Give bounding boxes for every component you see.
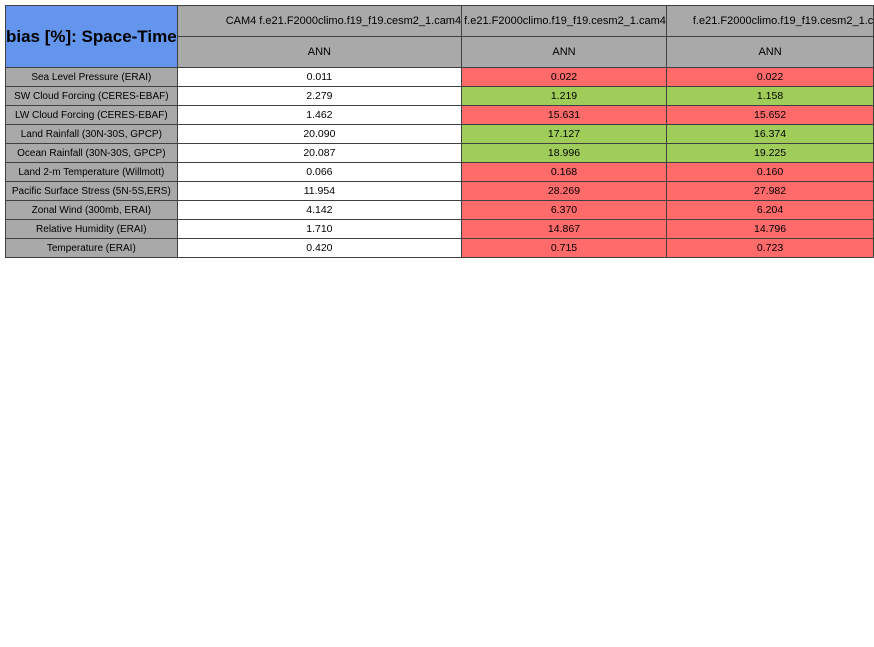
table-row <box>6 201 874 220</box>
row-label: SW Cloud Forcing (CERES-EBAF) <box>6 87 178 106</box>
table-row <box>6 239 874 258</box>
value-cell: 0.066 <box>177 163 461 182</box>
row-label: Relative Humidity (ERAI) <box>6 220 178 239</box>
row-label: Land 2-m Temperature (Willmott) <box>6 163 178 182</box>
row-label: LW Cloud Forcing (CERES-EBAF) <box>6 106 178 125</box>
value-cell: 0.723 <box>666 239 873 258</box>
value-cell: 1.158 <box>666 87 873 106</box>
bias-table <box>5 5 874 258</box>
table-row <box>6 125 874 144</box>
value-cell: 15.631 <box>462 106 667 125</box>
value-cell: 6.204 <box>666 201 873 220</box>
value-cell: 0.715 <box>462 239 667 258</box>
value-cell: 0.011 <box>177 68 461 87</box>
value-cell: 11.954 <box>177 182 461 201</box>
row-label: Land Rainfall (30N-30S, GPCP) <box>6 125 178 144</box>
row-label: Ocean Rainfall (30N-30S, GPCP) <box>6 144 178 163</box>
value-cell: 6.370 <box>462 201 667 220</box>
value-cell: 16.374 <box>666 125 873 144</box>
value-cell: 1.710 <box>177 220 461 239</box>
column-header-1[interactable] <box>177 6 461 37</box>
value-cell: 14.867 <box>462 220 667 239</box>
value-cell: 17.127 <box>462 125 667 144</box>
value-cell: 28.269 <box>462 182 667 201</box>
table-row <box>6 106 874 125</box>
value-cell: 0.420 <box>177 239 461 258</box>
row-label: Pacific Surface Stress (5N-5S,ERS) <box>6 182 178 201</box>
table-row <box>6 68 874 87</box>
value-cell: 0.168 <box>462 163 667 182</box>
row-label: Temperature (ERAI) <box>6 239 178 258</box>
row-label: Sea Level Pressure (ERAI) <box>6 68 178 87</box>
table-row <box>6 220 874 239</box>
value-cell: 20.090 <box>177 125 461 144</box>
value-cell: 19.225 <box>666 144 873 163</box>
value-cell: 0.160 <box>666 163 873 182</box>
table-row <box>6 163 874 182</box>
column-header-2-text: f.e21.F2000climo.f19_f19.cesm2_1.cam4 <box>464 15 666 27</box>
column-subheader-2: ANN <box>462 37 667 68</box>
table-row <box>6 144 874 163</box>
value-cell: 20.087 <box>177 144 461 163</box>
value-cell: 2.279 <box>177 87 461 106</box>
value-cell: 18.996 <box>462 144 667 163</box>
column-header-1-text: CAM4 f.e21.F2000climo.f19_f19.cesm2_1.cam4 <box>225 15 462 27</box>
value-cell: 1.219 <box>462 87 667 106</box>
column-subheader-3: ANN <box>666 37 873 68</box>
value-cell: 0.022 <box>462 68 667 87</box>
column-header-2[interactable] <box>462 6 667 37</box>
value-cell: 1.462 <box>177 106 461 125</box>
row-label: Zonal Wind (300mb, ERAI) <box>6 201 178 220</box>
value-cell: 4.142 <box>177 201 461 220</box>
table-row <box>6 87 874 106</box>
value-cell: 14.796 <box>666 220 873 239</box>
table-body <box>6 68 874 258</box>
column-subheader-1: ANN <box>177 37 461 68</box>
table-title: bias [%]: Space-Time <box>6 6 178 68</box>
value-cell: 27.982 <box>666 182 873 201</box>
column-header-3-text: f.e21.F2000climo.f19_f19.cesm2_1.c <box>692 15 874 27</box>
column-header-3[interactable] <box>666 6 873 37</box>
value-cell: 15.652 <box>666 106 873 125</box>
value-cell: 0.022 <box>666 68 873 87</box>
header-row <box>6 6 874 37</box>
table-row <box>6 182 874 201</box>
